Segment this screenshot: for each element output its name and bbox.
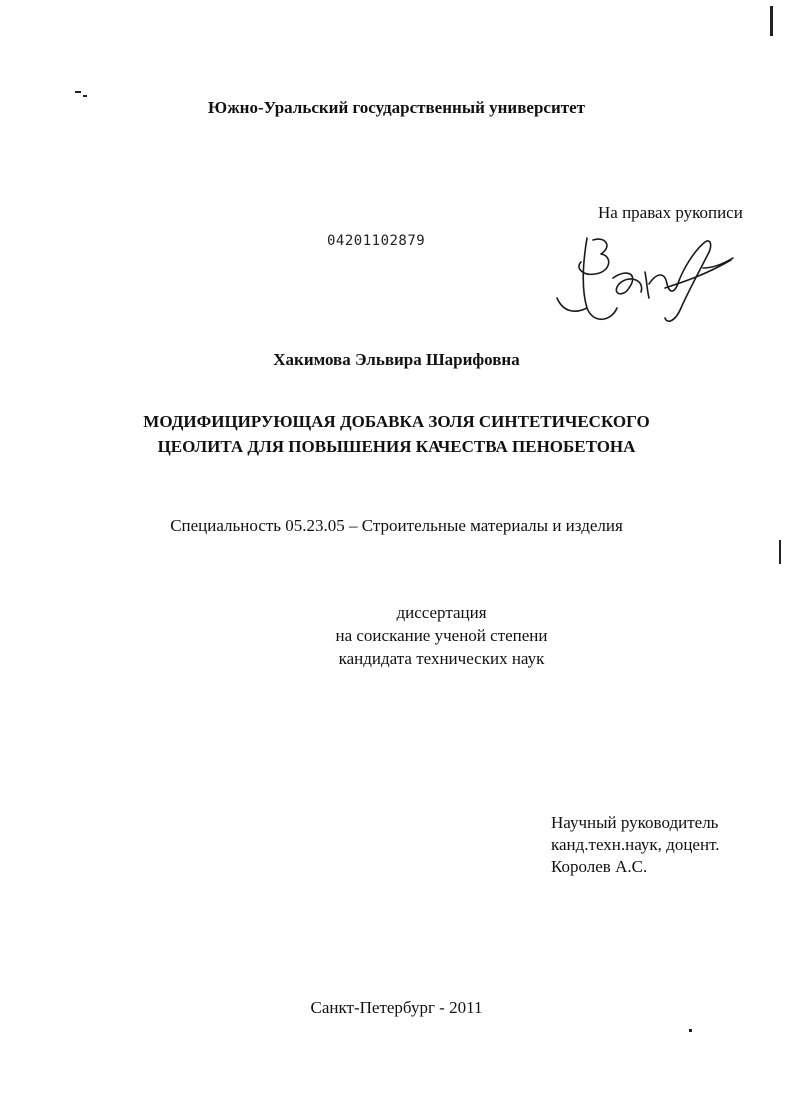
scan-speck (75, 91, 81, 93)
scan-speck (779, 540, 781, 564)
author-name: Хакимова Эльвира Шарифовна (273, 350, 520, 369)
handwritten-signature (553, 228, 738, 338)
title-line: ЦЕОЛИТА ДЛЯ ПОВЫШЕНИЯ КАЧЕСТВА ПЕНОБЕТОНА (157, 437, 636, 456)
dissertation-title (0, 409, 793, 459)
supervisor-line: Научный руководитель (551, 813, 719, 832)
manuscript-note: На правах рукописи (598, 203, 743, 222)
degree-line: кандидата технических наук (338, 649, 545, 668)
specialty-line: Специальность 05.23.05 – Строительные материалы и изделия (170, 516, 623, 535)
degree-block (45, 601, 793, 670)
university-name: Южно-Уральский государственный университет (207, 98, 585, 117)
supervisor-line: канд.техн.наук, доцент. (551, 835, 720, 854)
city-year: Санкт-Петербург - 2011 (310, 998, 483, 1017)
supervisor-block (551, 812, 719, 878)
degree-line: диссертация (396, 603, 487, 622)
registry-number: 04201102879 (327, 233, 426, 249)
degree-line: на соискание ученой степени (335, 626, 548, 645)
scan-speck (83, 95, 87, 97)
scan-speck (689, 1029, 692, 1032)
title-line: МОДИФИЦИРУЮЩАЯ ДОБАВКА ЗОЛЯ СИНТЕТИЧЕСКОГО (143, 412, 650, 431)
supervisor-line: Королев А.С. (551, 857, 648, 876)
scan-speck (770, 6, 773, 36)
